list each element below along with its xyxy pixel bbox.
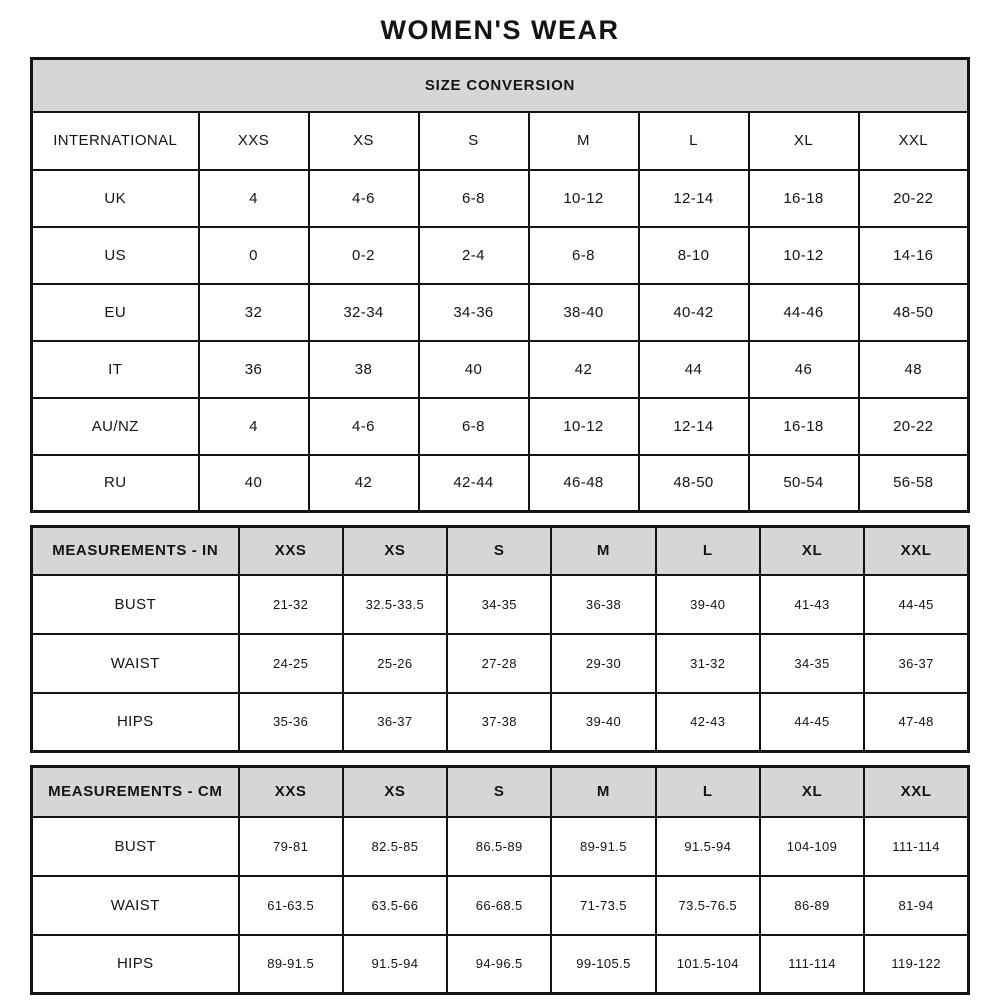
- measurement-cell: 31-32: [656, 634, 760, 693]
- table-row-waist-in: [32, 634, 969, 693]
- measurement-cell: 41-43: [760, 575, 864, 634]
- measurement-cell: 89-91.5: [239, 935, 343, 994]
- measurement-cell: 37-38: [447, 693, 551, 752]
- measurement-cell: 44-45: [864, 575, 968, 634]
- measurement-cell: 32.5-33.5: [343, 575, 447, 634]
- measurement-cell: 111-114: [760, 935, 864, 994]
- measurement-cell: 39-40: [656, 575, 760, 634]
- table-row-uk: [32, 170, 969, 227]
- size-cell: 48-50: [859, 284, 969, 341]
- table-row-bust-cm: [32, 817, 969, 876]
- measurement-cell: 63.5-66: [343, 876, 447, 935]
- measurement-cell: 73.5-76.5: [656, 876, 760, 935]
- size-cell: 20-22: [859, 398, 969, 455]
- size-cell: 48: [859, 341, 969, 398]
- size-cell: 6-8: [419, 398, 529, 455]
- row-label: IT: [32, 341, 199, 398]
- measurement-cell: 104-109: [760, 817, 864, 876]
- size-cell: 56-58: [859, 455, 969, 512]
- table-row-hips-in: [32, 693, 969, 752]
- size-conversion-header-row: [32, 59, 969, 112]
- measurement-cell: 39-40: [551, 693, 655, 752]
- row-label: UK: [32, 170, 199, 227]
- size-conversion-sizes-row: [32, 112, 969, 170]
- measurement-cell: 24-25: [239, 634, 343, 693]
- row-label: WAIST: [32, 876, 239, 935]
- size-cell: 14-16: [859, 227, 969, 284]
- measurement-cell: 79-81: [239, 817, 343, 876]
- measurement-cell: 21-32: [239, 575, 343, 634]
- size-cell: 2-4: [419, 227, 529, 284]
- size-cell: 0-2: [309, 227, 419, 284]
- table-row-waist-cm: [32, 876, 969, 935]
- size-header-m: M: [551, 527, 655, 575]
- measurements-in-header-row: [32, 527, 969, 575]
- table-row-ru: [32, 455, 969, 512]
- size-cell: 0: [199, 227, 309, 284]
- table-row-hips-cm: [32, 935, 969, 994]
- size-header-xxs: XXS: [239, 527, 343, 575]
- size-cell: 4: [199, 398, 309, 455]
- measurement-cell: 34-35: [447, 575, 551, 634]
- size-cell: 44-46: [749, 284, 859, 341]
- measurement-cell: 86.5-89: [447, 817, 551, 876]
- measurement-cell: 61-63.5: [239, 876, 343, 935]
- table-gap: [0, 513, 1000, 525]
- measurement-cell: 35-36: [239, 693, 343, 752]
- size-cell: 10-12: [749, 227, 859, 284]
- measurements-in-title: MEASUREMENTS - IN: [32, 527, 239, 575]
- measurement-cell: 71-73.5: [551, 876, 655, 935]
- size-header-xs: XS: [309, 112, 419, 170]
- size-cell: 46-48: [529, 455, 639, 512]
- size-header-s: S: [419, 112, 529, 170]
- measurement-cell: 29-30: [551, 634, 655, 693]
- row-label: EU: [32, 284, 199, 341]
- measurement-cell: 36-38: [551, 575, 655, 634]
- international-label: INTERNATIONAL: [32, 112, 199, 170]
- size-cell: 38: [309, 341, 419, 398]
- size-cell: 12-14: [639, 170, 749, 227]
- measurements-in-table: [30, 525, 970, 753]
- size-cell: 20-22: [859, 170, 969, 227]
- size-cell: 42-44: [419, 455, 529, 512]
- measurements-cm-header-row: [32, 767, 969, 817]
- row-label: WAIST: [32, 634, 239, 693]
- size-cell: 16-18: [749, 170, 859, 227]
- measurement-cell: 42-43: [656, 693, 760, 752]
- size-cell: 42: [529, 341, 639, 398]
- size-cell: 10-12: [529, 398, 639, 455]
- table-row-bust-in: [32, 575, 969, 634]
- size-cell: 4-6: [309, 170, 419, 227]
- size-cell: 4: [199, 170, 309, 227]
- measurement-cell: 44-45: [760, 693, 864, 752]
- size-header-l: L: [639, 112, 749, 170]
- table-row-it: [32, 341, 969, 398]
- row-label: HIPS: [32, 935, 239, 994]
- size-cell: 42: [309, 455, 419, 512]
- size-header-xxl: XXL: [864, 767, 968, 817]
- size-cell: 50-54: [749, 455, 859, 512]
- size-header-l: L: [656, 527, 760, 575]
- size-cell: 38-40: [529, 284, 639, 341]
- size-conversion-table: [30, 57, 970, 513]
- measurement-cell: 27-28: [447, 634, 551, 693]
- size-header-s: S: [447, 527, 551, 575]
- size-cell: 48-50: [639, 455, 749, 512]
- measurement-cell: 89-91.5: [551, 817, 655, 876]
- measurement-cell: 91.5-94: [343, 935, 447, 994]
- row-label: RU: [32, 455, 199, 512]
- size-conversion-title: SIZE CONVERSION: [32, 59, 969, 112]
- row-label: BUST: [32, 817, 239, 876]
- size-cell: 40-42: [639, 284, 749, 341]
- row-label: BUST: [32, 575, 239, 634]
- size-header-m: M: [551, 767, 655, 817]
- measurement-cell: 25-26: [343, 634, 447, 693]
- size-cell: 44: [639, 341, 749, 398]
- measurement-cell: 47-48: [864, 693, 968, 752]
- measurement-cell: 91.5-94: [656, 817, 760, 876]
- row-label: US: [32, 227, 199, 284]
- measurement-cell: 36-37: [343, 693, 447, 752]
- measurements-cm-title: MEASUREMENTS - CM: [32, 767, 239, 817]
- measurement-cell: 36-37: [864, 634, 968, 693]
- size-header-l: L: [656, 767, 760, 817]
- measurement-cell: 119-122: [864, 935, 968, 994]
- size-cell: 32: [199, 284, 309, 341]
- size-header-xs: XS: [343, 767, 447, 817]
- size-header-xl: XL: [749, 112, 859, 170]
- size-cell: 46: [749, 341, 859, 398]
- size-header-s: S: [447, 767, 551, 817]
- size-cell: 16-18: [749, 398, 859, 455]
- size-cell: 40: [199, 455, 309, 512]
- size-cell: 36: [199, 341, 309, 398]
- measurement-cell: 86-89: [760, 876, 864, 935]
- size-header-xxl: XXL: [864, 527, 968, 575]
- size-cell: 6-8: [419, 170, 529, 227]
- size-header-xs: XS: [343, 527, 447, 575]
- row-label: AU/NZ: [32, 398, 199, 455]
- measurement-cell: 81-94: [864, 876, 968, 935]
- row-label: HIPS: [32, 693, 239, 752]
- table-row-aunz: [32, 398, 969, 455]
- size-cell: 8-10: [639, 227, 749, 284]
- size-cell: 34-36: [419, 284, 529, 341]
- page-title: WOMEN'S WEAR: [380, 15, 620, 45]
- size-header-xl: XL: [760, 527, 864, 575]
- measurement-cell: 94-96.5: [447, 935, 551, 994]
- measurements-cm-table: [30, 765, 970, 995]
- measurement-cell: 66-68.5: [447, 876, 551, 935]
- measurement-cell: 99-105.5: [551, 935, 655, 994]
- size-header-xxs: XXS: [239, 767, 343, 817]
- size-header-xl: XL: [760, 767, 864, 817]
- size-cell: 40: [419, 341, 529, 398]
- size-header-xxs: XXS: [199, 112, 309, 170]
- table-row-us: [32, 227, 969, 284]
- measurement-cell: 34-35: [760, 634, 864, 693]
- size-header-m: M: [529, 112, 639, 170]
- size-cell: 12-14: [639, 398, 749, 455]
- measurement-cell: 111-114: [864, 817, 968, 876]
- measurement-cell: 82.5-85: [343, 817, 447, 876]
- size-cell: 32-34: [309, 284, 419, 341]
- table-row-eu: [32, 284, 969, 341]
- table-gap: [0, 753, 1000, 765]
- size-cell: 10-12: [529, 170, 639, 227]
- size-header-xxl: XXL: [859, 112, 969, 170]
- measurement-cell: 101.5-104: [656, 935, 760, 994]
- size-cell: 6-8: [529, 227, 639, 284]
- size-cell: 4-6: [309, 398, 419, 455]
